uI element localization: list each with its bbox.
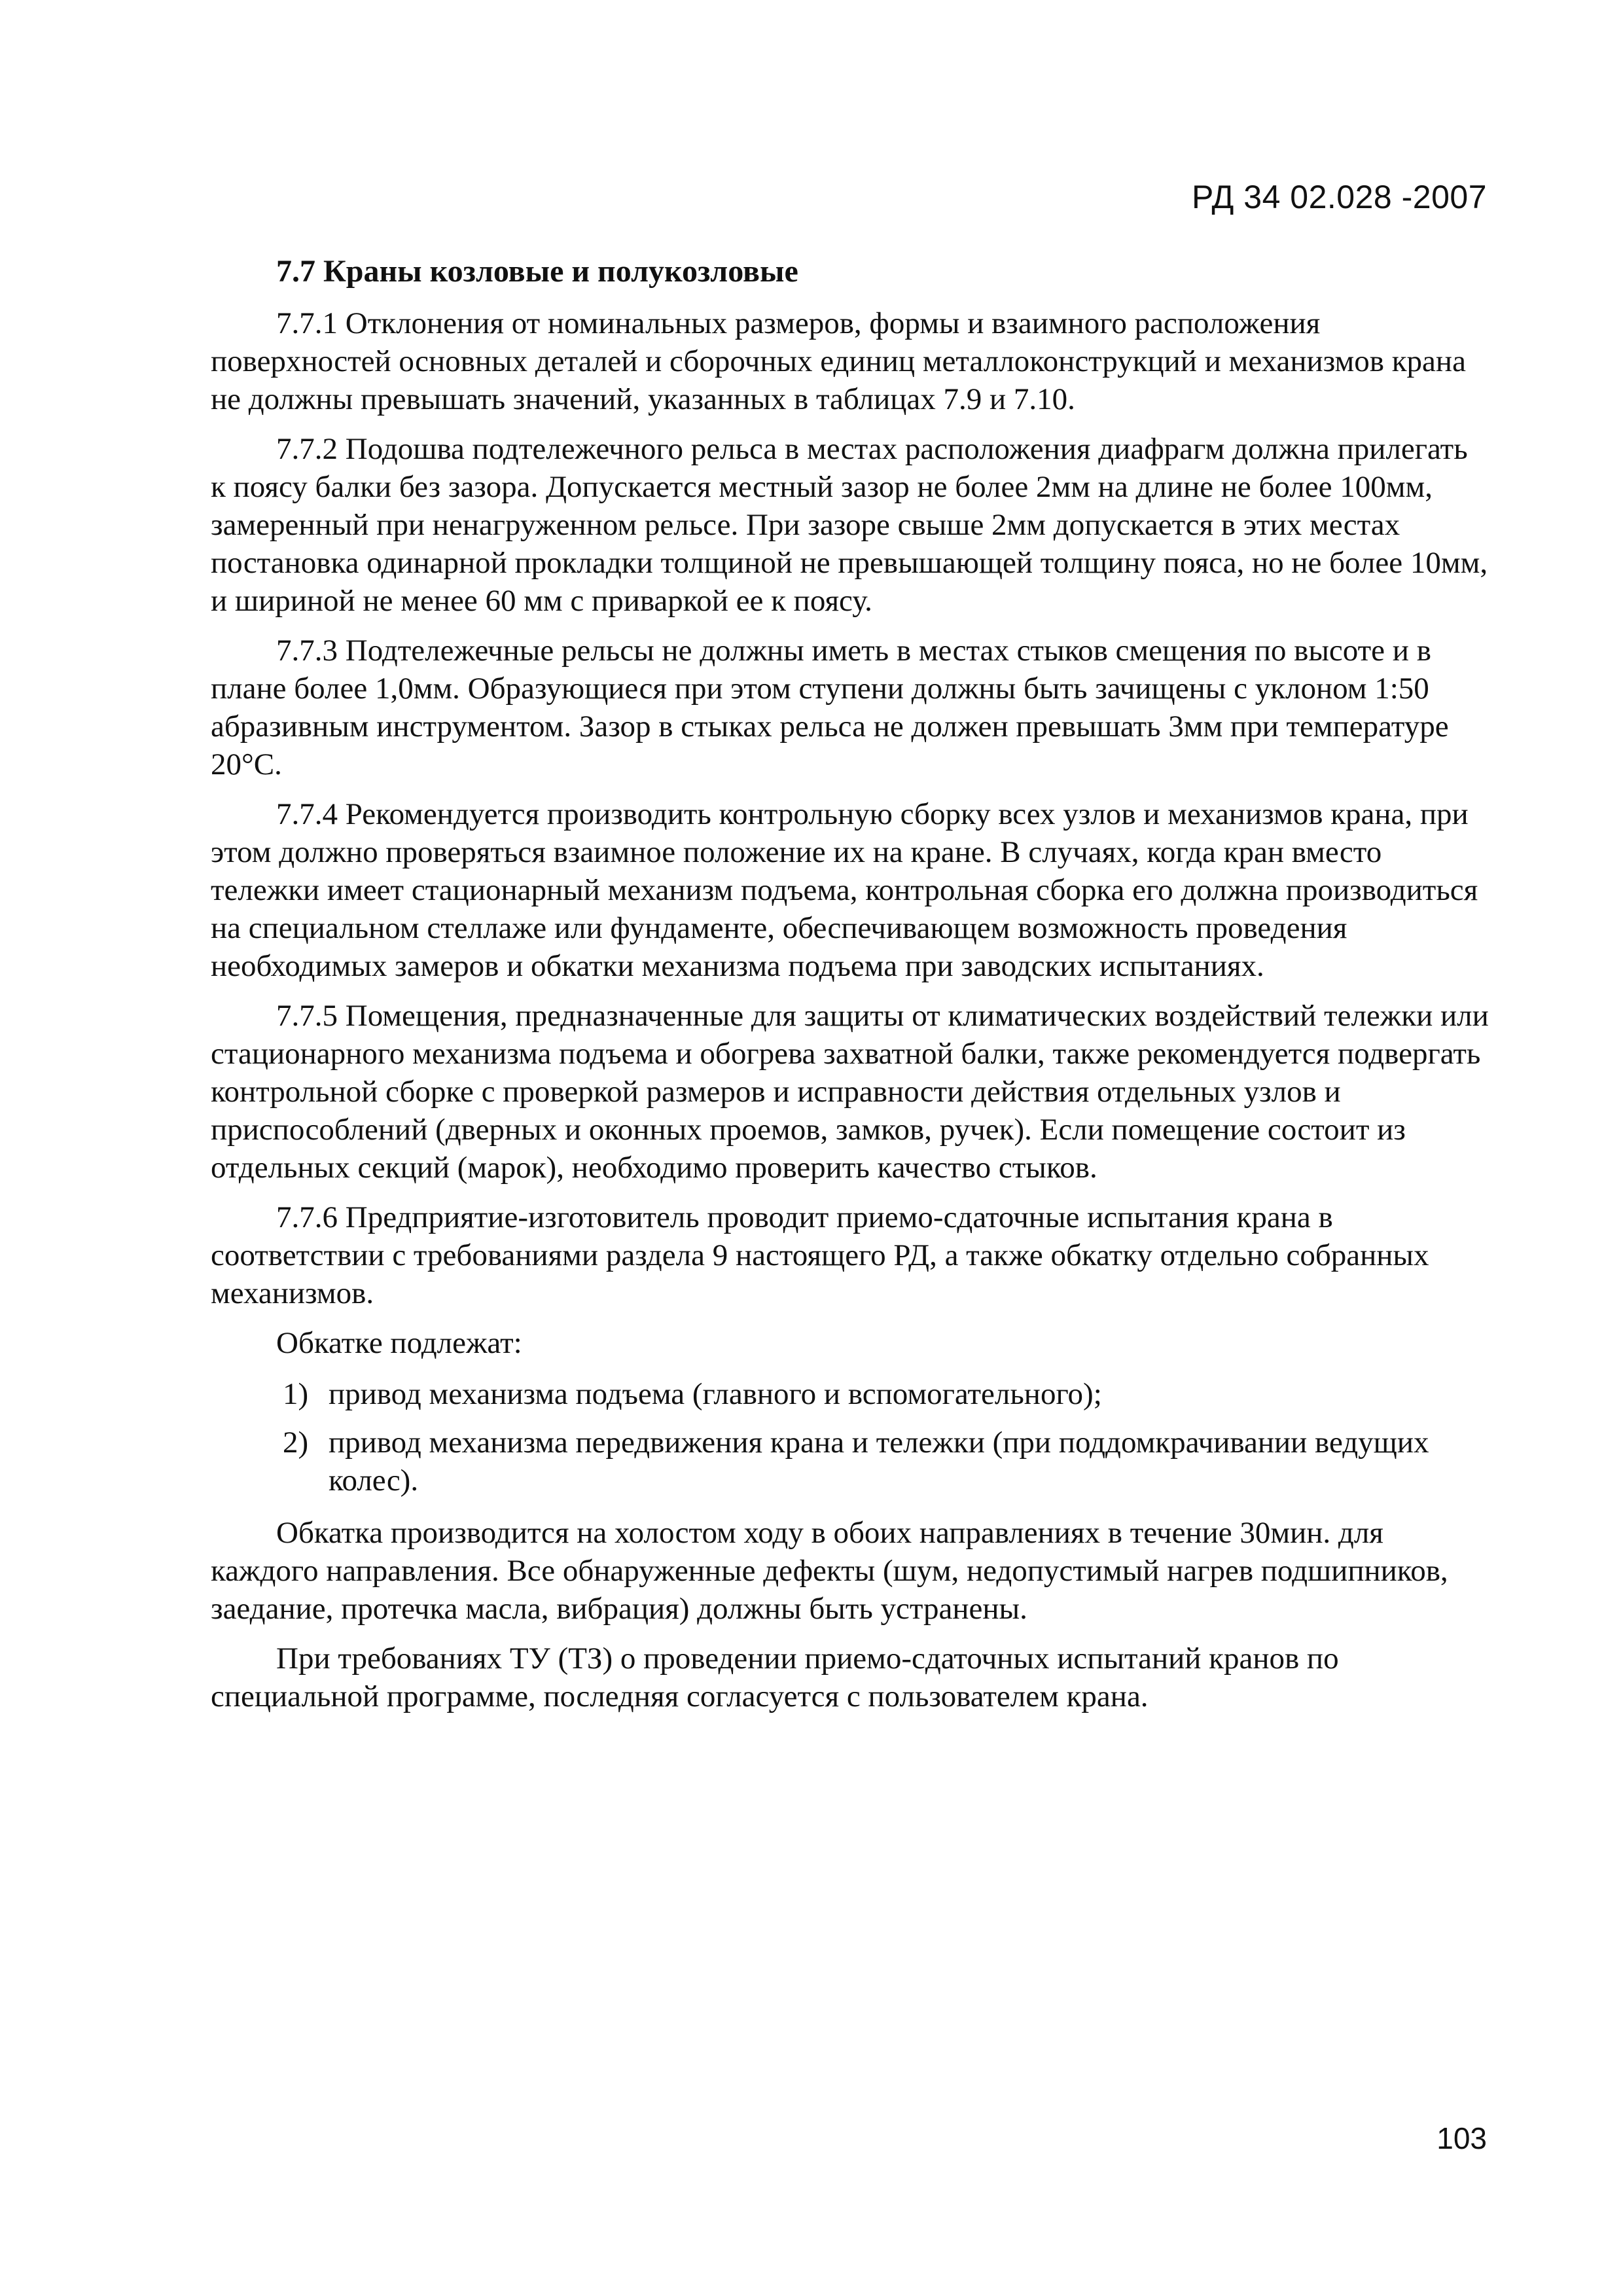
paragraph-7-7-3: 7.7.3 Подтележечные рельсы не должны иметь в местах стыков смещения по высоте и в плане более 1,0мм. Образующиеся при этом ступени должны быть зачищены с уклоном 1:50 абразивным инструментом. Зазор в стыках рельса не должен превышать 3мм при температуре 20°C. <box>211 634 1449 781</box>
paragraph-7-7-1: 7.7.1 Отклонения от номинальных размеров, формы и взаимного расположения поверхностей основных деталей и сборочных единиц металлоконструкций и механизмов крана не должны превышать значений, указанных в таблицах 7.9 и 7.10. <box>211 306 1466 416</box>
document-code: РД 34 02.028 -2007 <box>1192 179 1487 215</box>
list-item-number: 1) <box>283 1377 309 1411</box>
section-title: 7.7 Краны козловые и полукозловые <box>276 254 798 289</box>
paragraph-7-7-4: 7.7.4 Рекомендуется производить контрольную сборку всех узлов и механизмов крана, при этом должно проверяться взаимное положение их на кране. В случаях, когда кран вместо тележки имеет стационарный механизм подъема, контрольная сборка его должна производиться на специальном стеллаже или фундаменте, обеспечивающем возможность проведения необходимых замеров и обкатки механизма подъема при заводских испытаниях. <box>211 797 1478 983</box>
list-item-text: привод механизма передвижения крана и тележки (при поддомкрачивании ведущих колес). <box>329 1426 1429 1498</box>
paragraph-7-7-5: 7.7.5 Помещения, предназначенные для защиты от климатических воздействий тележки или стационарного механизма подъема и обогрева захватной балки, также рекомендуется подвергать контрольной сборке с проверкой размеров и исправности действия отдельных узлов и приспособлений (дверных и оконных проемов, замков, ручек). Если помещение состоит из отдельных секций (марок), необходимо проверить качество стыков. <box>211 999 1489 1185</box>
list-item-text: привод механизма подъема (главного и вспомогательного); <box>329 1377 1102 1411</box>
closing-paragraph-run-in: Обкатка производится на холостом ходу в обоих направлениях в течение 30мин. для каждого направления. Все обнаруженные дефекты (шум, недопустимый нагрев подшипников, заедание, протечка масла, вибрация) должны быть устранены. <box>211 1516 1448 1626</box>
paragraph-7-7-6: 7.7.6 Предприятие-изготовитель проводит приемо-сдаточные испытания крана в соответствии с требованиями раздела 9 настоящего РД, а также обкатку отдельно собранных механизмов. <box>211 1200 1429 1310</box>
page-number: 103 <box>1436 2121 1487 2155</box>
list-item <box>211 1375 1490 1413</box>
page-content <box>211 252 1490 1727</box>
list-intro: Обкатке подлежат: <box>276 1326 522 1360</box>
closing-paragraph-program: При требованиях ТУ (ТЗ) о проведении приемо-сдаточных испытаний кранов по специальной программе, последняя согласуется с пользователем крана. <box>211 1641 1339 1713</box>
paragraph-7-7-2: 7.7.2 Подошва подтележечного рельса в местах расположения диафрагм должна прилегать к поясу балки без зазора. Допускается местный зазор не более 2мм на длине не более 100мм, замеренный при ненагруженном рельсе. При зазоре свыше 2мм допускается в этих местах постановка одинарной прокладки толщиной не превышающей толщину пояса, но не более 10мм, и шириной не менее 60 мм с приваркой ее к поясу. <box>211 432 1488 618</box>
list-item <box>211 1424 1490 1499</box>
run-in-list <box>211 1375 1490 1499</box>
list-item-number: 2) <box>283 1426 309 1460</box>
